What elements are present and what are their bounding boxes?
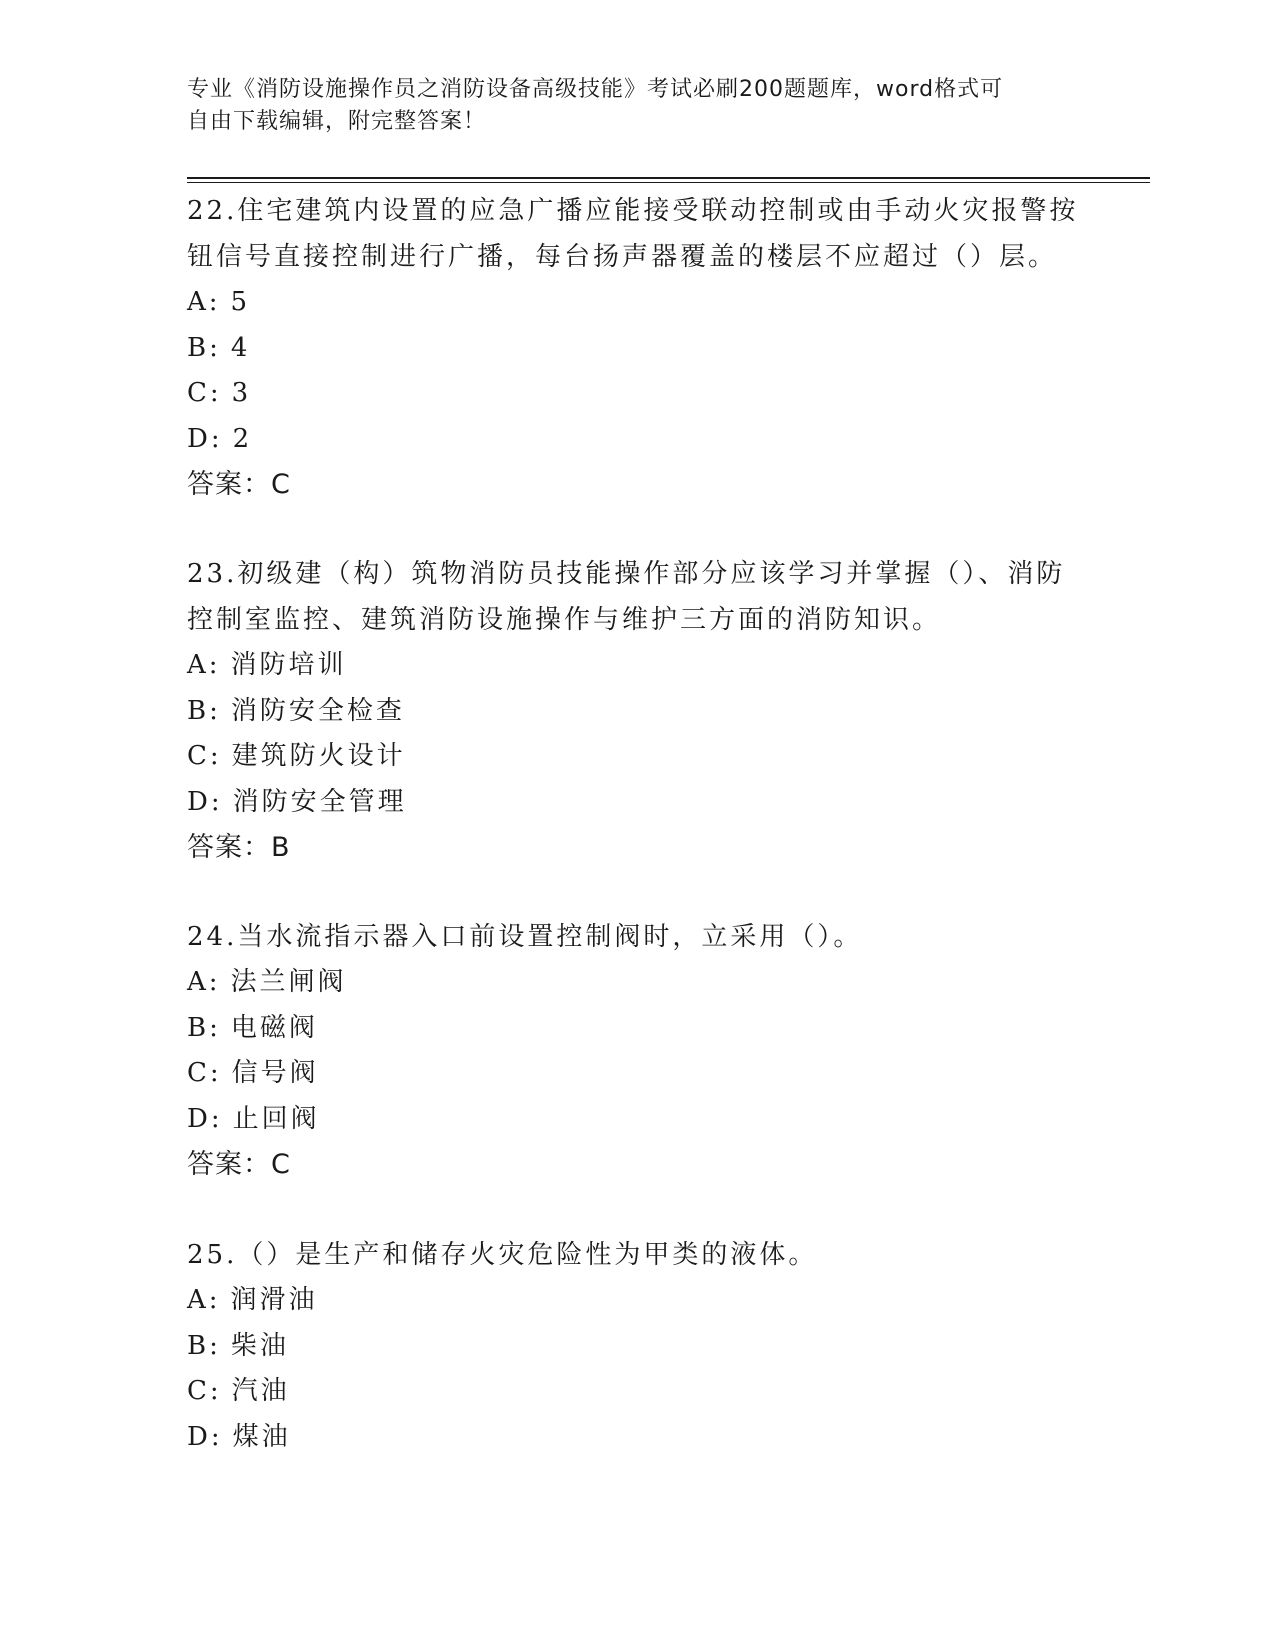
option-text: 汽油 (231, 1376, 290, 1406)
option-b (187, 1006, 1087, 1052)
stem-line: 控制室监控、建筑消防设施操作与维护三方面的消防知识。 (187, 605, 942, 635)
option-letter: B: (187, 695, 221, 726)
option-text: 消防安全检查 (230, 695, 405, 726)
option-letter: D: (187, 1421, 223, 1452)
question-25 (187, 1232, 1087, 1460)
option-b (187, 689, 1087, 735)
option-letter: C: (187, 1376, 222, 1406)
option-c (187, 371, 1087, 417)
option-letter: A: (187, 967, 221, 997)
option-d (187, 1097, 1087, 1143)
option-a (187, 280, 1087, 326)
option-text: 5 (230, 287, 251, 317)
option-letter: B: (187, 1012, 221, 1043)
option-text: 法兰闸阀 (230, 967, 347, 997)
option-text: 消防安全管理 (232, 786, 407, 817)
header-line-2: 自由下载编辑，附完整答案！ (187, 109, 487, 134)
question-stem (187, 1232, 1087, 1278)
stem-line: 25.（）是生产和储存火灾危险性为甲类的液体。 (187, 1240, 818, 1270)
option-text: 柴油 (230, 1330, 289, 1361)
option-b (187, 326, 1087, 372)
document-header (187, 74, 1067, 138)
option-b (187, 1324, 1087, 1370)
option-text: 润滑油 (230, 1285, 318, 1315)
question-23 (187, 551, 1087, 871)
option-a (187, 960, 1087, 1006)
option-letter: D: (187, 423, 223, 454)
option-text: 3 (231, 378, 252, 408)
question-stem (187, 551, 1087, 643)
header-divider-thick (187, 177, 1150, 179)
option-text: 建筑防火设计 (231, 741, 406, 771)
option-letter: C: (187, 1058, 222, 1088)
answer-text: 答案：C (187, 1149, 291, 1180)
option-text: 2 (232, 423, 253, 454)
option-letter: C: (187, 378, 222, 408)
question-stem (187, 914, 1087, 960)
option-c (187, 734, 1087, 780)
option-text: 止回阀 (232, 1103, 320, 1134)
stem-line: 23.初级建（构）筑物消防员技能操作部分应该学习并掌握（）、消防 (187, 559, 1066, 589)
option-text: 煤油 (232, 1421, 291, 1452)
option-letter: B: (187, 1330, 221, 1361)
option-letter: C: (187, 741, 222, 771)
option-c (187, 1051, 1087, 1097)
header-divider-thin (187, 182, 1150, 183)
option-letter: A: (187, 287, 221, 317)
option-letter: A: (187, 1285, 221, 1315)
question-stem (187, 188, 1087, 280)
option-letter: D: (187, 786, 223, 817)
option-text: 电磁阀 (230, 1012, 318, 1043)
question-24 (187, 914, 1087, 1188)
option-d (187, 417, 1087, 463)
option-a (187, 1278, 1087, 1324)
option-d (187, 780, 1087, 826)
stem-line: 24.当水流指示器入口前设置控制阀时，立采用（）。 (187, 922, 863, 952)
option-text: 消防培训 (230, 650, 347, 680)
option-letter: A: (187, 650, 221, 680)
option-c (187, 1369, 1087, 1415)
option-letter: B: (187, 332, 221, 363)
option-d (187, 1415, 1087, 1461)
question-22 (187, 188, 1087, 508)
option-letter: D: (187, 1103, 223, 1134)
option-a (187, 643, 1087, 689)
stem-line: 钮信号直接控制进行广播，每台扬声器覆盖的楼层不应超过（）层。 (187, 242, 1058, 272)
option-text: 信号阀 (231, 1058, 319, 1088)
header-line-1: 专业《消防设施操作员之消防设备高级技能》考试必刷200题题库，word格式可 (187, 77, 1004, 102)
answer-text: 答案：B (187, 832, 291, 863)
answer-text: 答案：C (187, 469, 291, 500)
option-text: 4 (230, 332, 251, 363)
stem-line: 22.住宅建筑内设置的应急广播应能接受联动控制或由手动火灾报警按 (187, 196, 1079, 226)
